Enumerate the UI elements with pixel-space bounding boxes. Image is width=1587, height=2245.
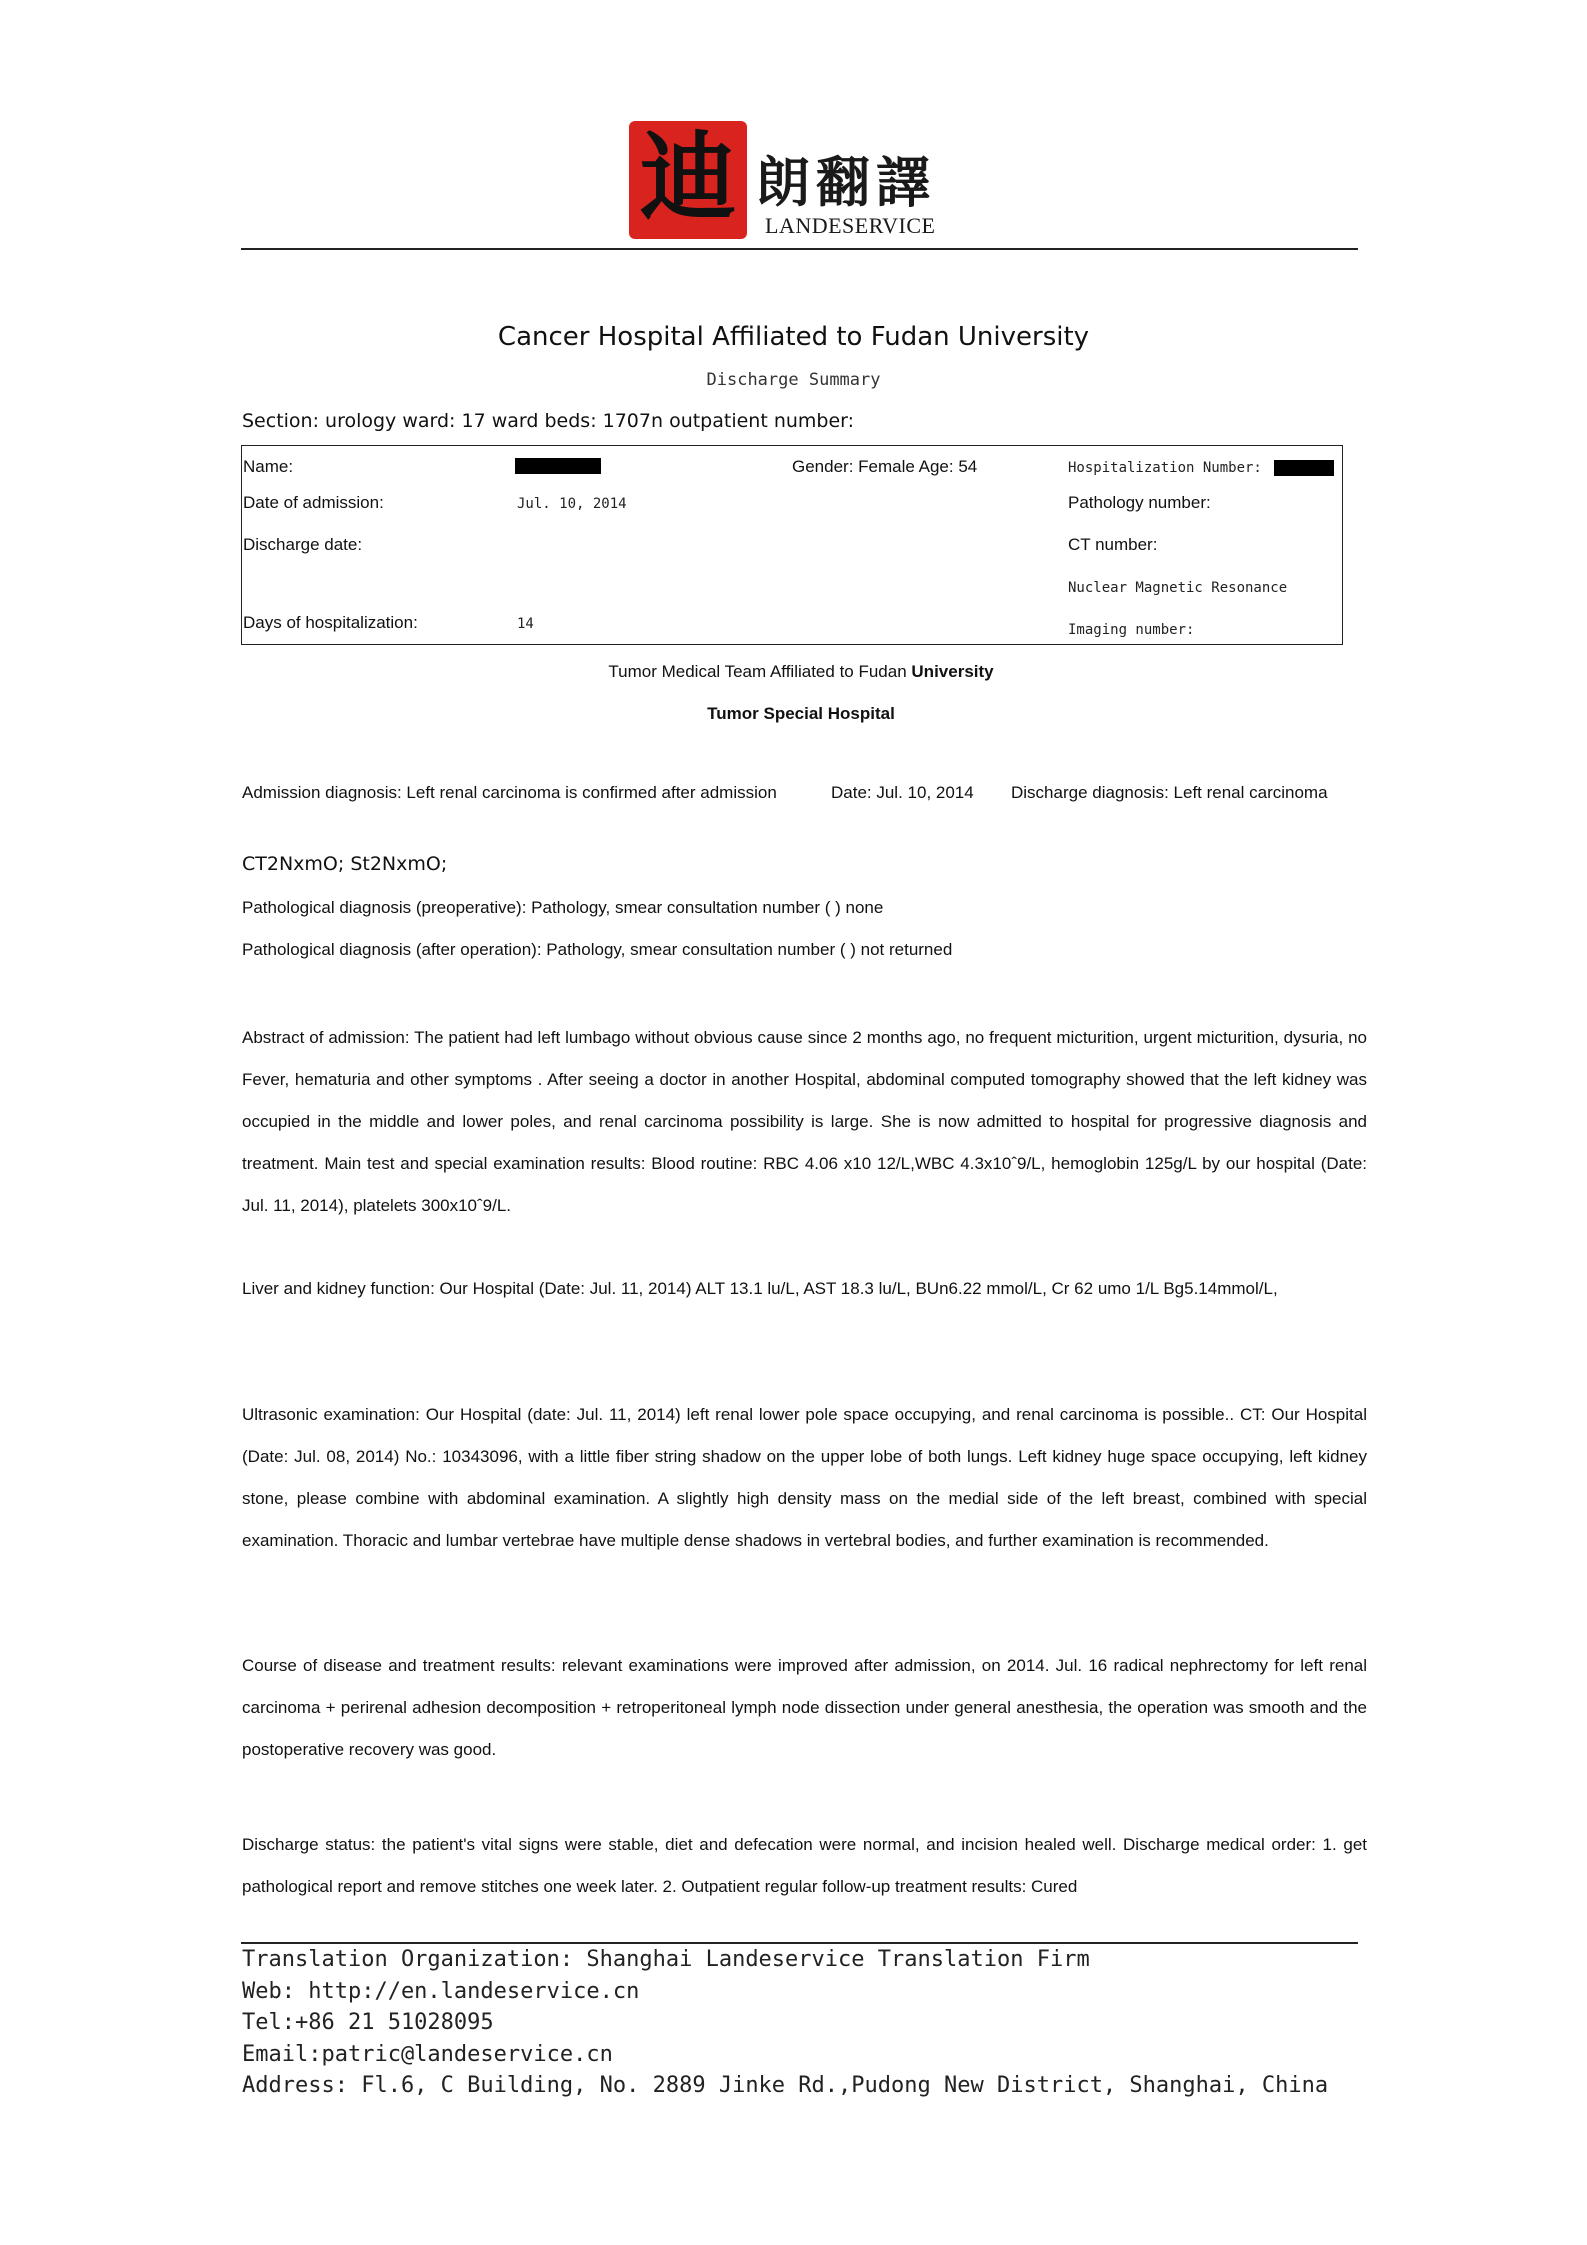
admission-diagnosis: Admission diagnosis: Left renal carcinoma is confirmed after admission xyxy=(242,783,777,802)
footer-address: Address: Fl.6, C Building, No. 2889 Jinke Rd.,Pudong New District, Shanghai, China xyxy=(242,2073,1329,2098)
pathological-diagnosis-preop: Pathological diagnosis (preoperative): Pathology, smear consultation number ( ) none xyxy=(242,898,884,917)
document-title: Cancer Hospital Affiliated to Fudan University xyxy=(497,322,1090,352)
footer-tel: Tel:+86 21 51028095 xyxy=(242,2010,494,2035)
patient-info-box xyxy=(241,445,1343,645)
hospitalization-days-value: 14 xyxy=(517,616,534,632)
header-divider xyxy=(241,248,1358,250)
tnm-stage: CT2NxmO; St2NxmO; xyxy=(242,853,448,875)
discharge-status: Discharge status: the patient's vital signs were stable, diet and defecation were normal, and incision healed well. Discharge medical order: 1. get pathological report and remove stitches one week later. 2. Outpatient regular follow-up treatment results: Cured xyxy=(242,1835,1367,1896)
section-line: Section: urology ward: 17 ward beds: 1707n outpatient number: xyxy=(242,410,855,432)
ct-number-label: CT number: xyxy=(1068,535,1158,554)
course-of-disease: Course of disease and treatment results: relevant examinations were improved after admission, on 2014. Jul. 16 radical nephrectomy for left renal carcinoma + perirenal adhesion decomposition + retroperitoneal lymph node dissection under general anesthesia, the operation was smooth and the postoperative recovery was good. xyxy=(242,1656,1367,1759)
pathological-diagnosis-postop: Pathological diagnosis (after operation): Pathology, smear consultation number ( ) not returned xyxy=(242,940,953,959)
logo-chinese-name: 朗翻譯 xyxy=(756,150,936,214)
pathology-number-label: Pathology number: xyxy=(1068,493,1211,512)
footer-web: Web: http://en.landeservice.cn xyxy=(242,1979,640,2004)
footer-organization: Translation Organization: Shanghai Landeservice Translation Firm xyxy=(242,1947,1090,1972)
team-line-1 xyxy=(0,662,1587,682)
name-redaction xyxy=(515,458,601,474)
hospitalization-number-label: Hospitalization Number: xyxy=(1068,460,1262,476)
document-subtitle: Discharge Summary xyxy=(706,370,881,390)
admission-date-value: Jul. 10, 2014 xyxy=(517,496,627,512)
gender-age: Gender: Female Age: 54 xyxy=(792,457,978,476)
logo-seal-char: 迪 xyxy=(640,121,736,234)
team-line-2: Tumor Special Hospital xyxy=(707,704,895,723)
logo-seal xyxy=(629,121,747,239)
footer-divider xyxy=(241,1942,1358,1944)
liver-kidney-function: Liver and kidney function: Our Hospital (Date: Jul. 11, 2014) ALT 13.1 lu/L, AST 18.3 lu/L, BUn6.22 mmol/L, Cr 62 umo 1/L Bg5.14mmol/L, xyxy=(242,1279,1278,1298)
hospitalization-number-redaction xyxy=(1274,460,1334,476)
team-line-1-regular: Tumor Medical Team Affiliated to Fudan xyxy=(608,662,912,681)
team-line-1-bold: University xyxy=(911,662,994,681)
imaging-number-label: Imaging number: xyxy=(1068,622,1195,638)
admission-date-label: Date of admission: xyxy=(243,493,384,512)
admission-abstract: Abstract of admission: The patient had left lumbago without obvious cause since 2 months ago, no frequent micturition, urgent micturition, dysuria, no Fever, hematuria and other symptoms . After seeing a doctor in another Hospital, abdominal computed tomography showed that the left kidney was occupied in the middle and lower poles, and renal carcinoma possibility is large. She is now admitted to hospital for progressive diagnosis and treatment. Main test and special examination results: Blood routine: RBC 4.06 x10 12/L,WBC 4.3x10ˆ9/L, hemoglobin 125g/L by our hospital (Date: Jul. 11, 2014), platelets 300x10ˆ9/L. xyxy=(242,1028,1367,1215)
footer-email: Email:patric@landeservice.cn xyxy=(242,2042,613,2067)
ultrasonic-examination: Ultrasonic examination: Our Hospital (date: Jul. 11, 2014) left renal lower pole space occupying, and renal carcinoma is possible.. CT: Our Hospital (Date: Jul. 08, 2014) No.: 10343096, with a little fiber string shadow on the upper lobe of both lungs. Left kidney huge space occupying, left kidney stone, please combine with abdominal examination. A slightly high density mass on the medial side of the left breast, combined with special examination. Thoracic and lumbar vertebrae have multiple dense shadows in vertebral bodies, and further examination is recommended. xyxy=(242,1405,1367,1550)
discharge-diagnosis: Discharge diagnosis: Left renal carcinoma xyxy=(1011,783,1328,802)
discharge-date-label: Discharge date: xyxy=(243,535,363,554)
hospitalization-days-label: Days of hospitalization: xyxy=(243,613,418,632)
nmr-label: Nuclear Magnetic Resonance xyxy=(1068,580,1288,596)
diagnosis-date: Date: Jul. 10, 2014 xyxy=(831,783,974,802)
logo-english-name: LANDESERVICE xyxy=(765,213,936,238)
name-label: Name: xyxy=(243,457,294,476)
